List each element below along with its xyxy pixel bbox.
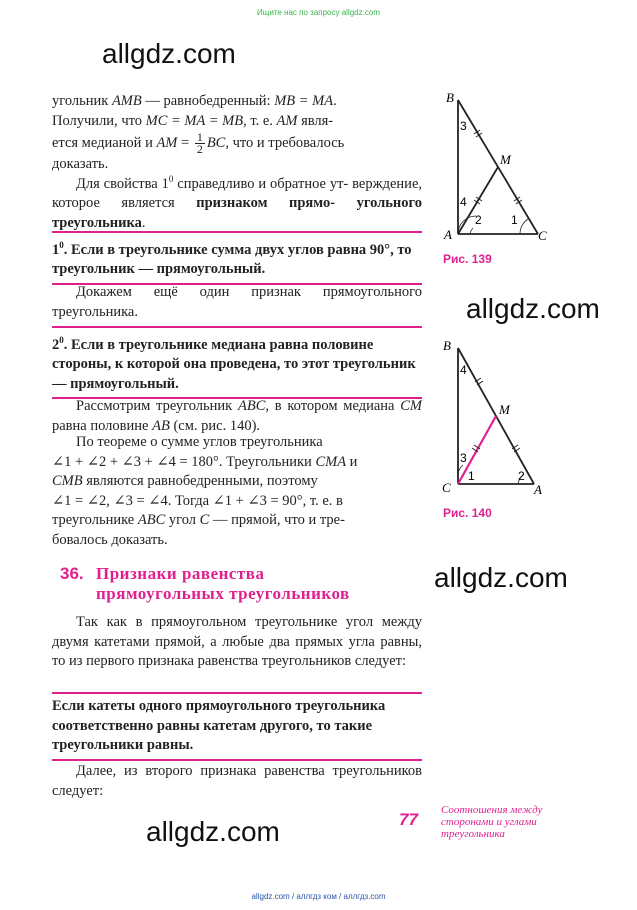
section-number: 36.	[60, 564, 84, 583]
angle-label-3: 3	[460, 451, 467, 465]
fraction-one-half: $\frac{1}{2}$	[196, 130, 203, 157]
theorem-box-3: Если катеты одного прямоугольного треугольника соответственно равны катетам другого, то такие треугольники равны.	[52, 692, 422, 761]
theorem-box-1: $1^0$. Если в треугольнике сумма двух углов равна 90°, то треугольник — прямоугольный.	[52, 231, 422, 285]
paragraph-another-sign: Докажем ещё один признак прямоугольного треугольника.	[52, 284, 422, 320]
angle-label-1: 1	[511, 213, 518, 227]
page-number: 77	[399, 810, 418, 829]
watermark: allgdz.com	[102, 38, 236, 69]
angle-label-2: 2	[518, 469, 525, 483]
vertex-label-a: A	[534, 482, 542, 497]
vertex-label-c: C	[538, 228, 547, 243]
header-search-note: Ищите нас по запросу allgdz.com	[257, 8, 380, 17]
vertex-label-b: B	[443, 338, 451, 353]
figure-139-caption: Рис. 139	[443, 252, 492, 266]
vertex-label-a: A	[444, 227, 452, 242]
angle-label-2: 2	[475, 213, 482, 227]
vertex-label-m: M	[500, 152, 511, 167]
watermark: allgdz.com	[146, 816, 280, 847]
chapter-side-note: Соотношения между сторонами и углами треугольника	[441, 804, 543, 840]
section-title: Признаки равенства прямоугольных треугольников	[96, 564, 350, 603]
watermark: allgdz.com	[434, 562, 568, 593]
paragraph-second-sign: Далее, из второго признака равенства треугольников следует:	[52, 763, 422, 799]
vertex-label-c: C	[442, 480, 451, 495]
angle-label-3: 3	[460, 119, 467, 133]
paragraph-legs-intro: Так как в прямоугольном треугольнике угол между двумя катетами прямой, а любые два прямых угла равны, то из первого признака равенства треугольников следует:	[52, 614, 422, 669]
theorem-box-2: $2^0$. Если в треугольнике медиана равна половине стороны, к которой она проведена, то этот треугольник — прямоугольный.	[52, 326, 422, 399]
angle-label-4: 4	[460, 195, 467, 209]
watermark: allgdz.com	[466, 293, 600, 324]
paragraph-angle-sum-proof: По теореме о сумме углов треугольника ∠1 + ∠2 + ∠3 + ∠4 = 180°. Треугольники CMA и CMB являются равнобедренными, поэтому ∠1 = ∠2, ∠3 = ∠4. Тогда ∠1 + ∠3 = 90°, т. е. в треугольнике ABC угол C — прямой, что и тре- бовалось доказать.	[52, 434, 358, 548]
angle-label-1: 1	[468, 469, 475, 483]
footer-links: allgdz.com / аллгдз ком / аллгдз.com	[251, 892, 386, 901]
vertex-label-m: M	[499, 402, 510, 417]
paragraph-proof-end: угольник AMB — равнобедренный: MB = MA. Получили, что MC = MA = MB, т. е. AM явля- ется медианой и AM = $\frac{1}{2}$ BC, что и требовалось доказать.	[52, 93, 345, 172]
figure-139	[438, 88, 558, 248]
figure-140	[438, 336, 558, 502]
figure-140-caption: Рис. 140	[443, 506, 492, 520]
paragraph-converse: Для свойства $1^0$ справедливо и обратное ут- верждение, которое является признаком прямо- угольного треугольника.	[52, 174, 423, 231]
angle-label-4: 4	[460, 363, 467, 377]
angle-arc-1	[520, 219, 528, 234]
vertex-label-b: B	[446, 90, 454, 105]
paragraph-consider: Рассмотрим треугольник ABC, в котором медиана CM равна половине AB (см. рис. 140).	[52, 398, 422, 434]
median-cm	[458, 416, 496, 484]
